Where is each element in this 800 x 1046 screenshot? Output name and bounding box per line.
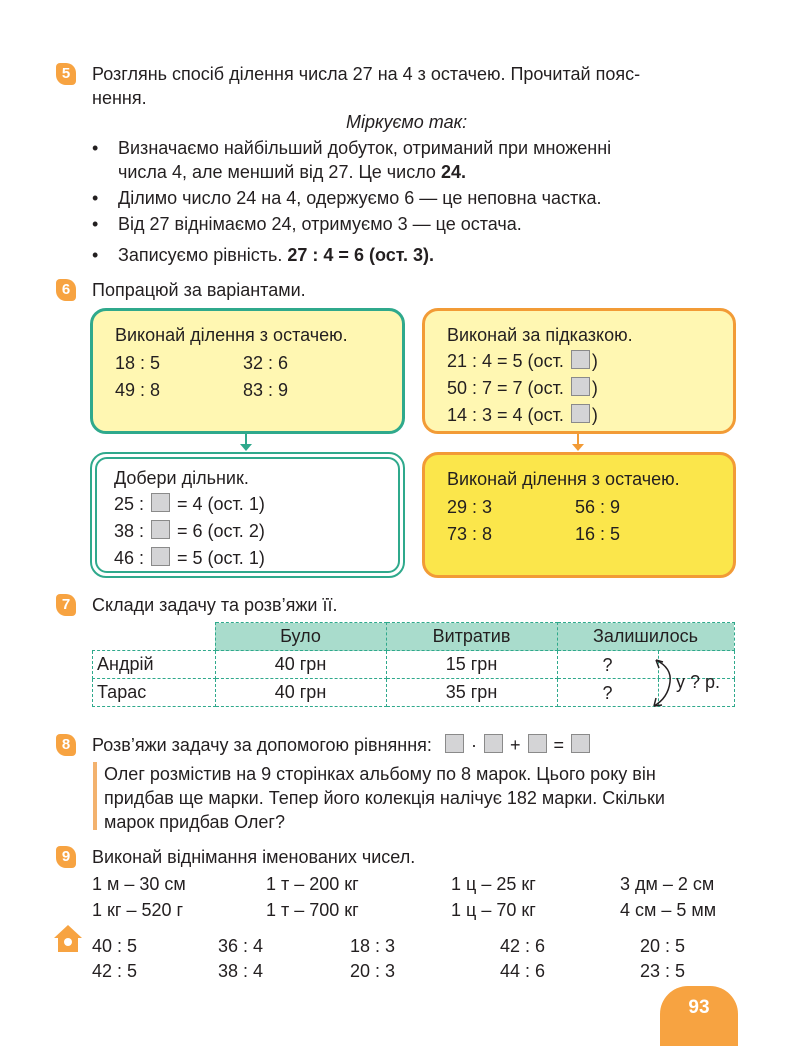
- task6-intro: Попрацюй за варіантами.: [92, 280, 306, 300]
- table-header: Витратив: [386, 623, 557, 651]
- homework-expr: 23 : 5: [640, 961, 686, 981]
- homework-expr: 42 : 5: [92, 961, 138, 981]
- task-number-6: 6: [56, 279, 76, 301]
- task8-intro: Розв’яжи задачу за допомогою рівняння: · + =: [92, 733, 592, 757]
- box1-expr: 32 : 6: [243, 353, 289, 373]
- bracket-arrow-icon: [650, 654, 674, 710]
- box1-expr: 18 : 5: [115, 353, 161, 373]
- task-number-9: 9: [56, 846, 76, 868]
- task8-problem-line3: марок придбав Олег?: [104, 812, 285, 832]
- table-cell: ?: [557, 651, 734, 679]
- box2-title: Виконай за підказкою.: [447, 325, 633, 345]
- problem-side-bar: [93, 762, 97, 830]
- answer-box[interactable]: [151, 520, 170, 539]
- box2-line: 14 : 3 = 4 (ост. ): [447, 405, 598, 425]
- homework-expr: 38 : 4: [218, 961, 264, 981]
- box3-title: Добери дільник.: [114, 468, 249, 488]
- table-row: [93, 679, 735, 707]
- bullet-4: • Записуємо рівність. 27 : 4 = 6 (ост. 3).: [118, 243, 434, 267]
- homework-expr: 36 : 4: [218, 936, 264, 956]
- equation-box[interactable]: [528, 734, 547, 753]
- task5-intro-line2: нення.: [92, 88, 147, 108]
- task7-intro: Склади задачу та розв’яжи її.: [92, 595, 338, 615]
- task8-problem-line1: Олег розмістив на 9 сторінках альбому по 8 марок. Цього року він: [104, 764, 656, 784]
- subtraction-expr: 1 м – 30 см: [92, 874, 186, 894]
- variant-box-1: [90, 308, 405, 434]
- table-header: Було: [215, 623, 386, 651]
- answer-box[interactable]: [571, 404, 590, 423]
- equation-box[interactable]: [445, 734, 464, 753]
- subtraction-expr: 4 см – 5 мм: [620, 900, 717, 920]
- box4-expr: 29 : 3: [447, 497, 493, 517]
- bullet-3: • Від 27 віднімаємо 24, отримуємо 3 — це остача.: [118, 212, 522, 236]
- table-row: [93, 651, 735, 679]
- homework-expr: 42 : 6: [500, 936, 546, 956]
- box3-line: 46 : = 5 (ост. 1): [114, 548, 265, 568]
- arrow-head-icon: [572, 444, 584, 451]
- box1-title: Виконай ділення з остачею.: [115, 325, 348, 345]
- task-number-8: 8: [56, 734, 76, 756]
- task8-problem-line2: придбав ще марки. Тепер його колекція налічує 182 марки. Скільки: [104, 788, 665, 808]
- homework-expr: 18 : 3: [350, 936, 396, 956]
- bullet-1-line2: числа 4, але менший від 27. Це число 24.: [118, 162, 466, 182]
- homework-expr: 20 : 5: [640, 936, 686, 956]
- arrow-head-icon: [240, 444, 252, 451]
- variant-box-3: [90, 452, 405, 578]
- equation-box[interactable]: [484, 734, 503, 753]
- box4-expr: 16 : 5: [575, 524, 621, 544]
- table-cell: 15 грн: [386, 651, 557, 679]
- page-number: 93: [660, 986, 738, 1046]
- table-header: Залишилось: [557, 623, 734, 651]
- equation-box[interactable]: [571, 734, 590, 753]
- bullet-1-line1: • Визначаємо найбільший добуток, отриманий при множенні: [118, 136, 611, 160]
- box1-expr: 49 : 8: [115, 380, 161, 400]
- subtraction-expr: 1 ц – 70 кг: [451, 900, 536, 920]
- box4-title: Виконай ділення з остачею.: [447, 469, 680, 489]
- table-cell: Андрій: [93, 651, 216, 679]
- homework-expr: 40 : 5: [92, 936, 138, 956]
- box2-line: 50 : 7 = 7 (ост. ): [447, 378, 598, 398]
- box4-expr: 73 : 8: [447, 524, 493, 544]
- data-table: [92, 622, 735, 707]
- table-corner: [93, 623, 216, 651]
- bracket-label: у ? р.: [676, 672, 721, 692]
- bullet-2: • Ділимо число 24 на 4, одержуємо 6 — це неповна частка.: [118, 186, 602, 210]
- task-number-7: 7: [56, 594, 76, 616]
- answer-box[interactable]: [151, 493, 170, 512]
- subtraction-expr: 1 т – 200 кг: [266, 874, 359, 894]
- table-cell: 40 грн: [215, 651, 386, 679]
- task9-intro: Виконай віднімання іменованих чисел.: [92, 847, 416, 867]
- answer-box[interactable]: [151, 547, 170, 566]
- variant-box-2: [422, 308, 736, 434]
- table-cell: 40 грн: [215, 679, 386, 707]
- box3-line: 38 : = 6 (ост. 2): [114, 521, 265, 541]
- home-icon: [52, 922, 84, 954]
- table-cell: Тарас: [93, 679, 216, 707]
- homework-expr: 44 : 6: [500, 961, 546, 981]
- table-header-row: [93, 623, 735, 651]
- subtraction-expr: 1 т – 700 кг: [266, 900, 359, 920]
- task5-intro-line1: Розглянь спосіб ділення числа 27 на 4 з остачею. Прочитай пояс-: [92, 64, 641, 84]
- box1-expr: 83 : 9: [243, 380, 289, 400]
- box2-line: 21 : 4 = 5 (ост. ): [447, 351, 598, 371]
- task-number-5: 5: [56, 63, 76, 85]
- answer-box[interactable]: [571, 377, 590, 396]
- subtraction-expr: 3 дм – 2 см: [620, 874, 715, 894]
- variant-box-4: [422, 452, 736, 578]
- box4-expr: 56 : 9: [575, 497, 621, 517]
- table-cell: 35 грн: [386, 679, 557, 707]
- subtraction-expr: 1 ц – 25 кг: [451, 874, 536, 894]
- box3-line: 25 : = 4 (ост. 1): [114, 494, 265, 514]
- subtraction-expr: 1 кг – 520 г: [92, 900, 184, 920]
- answer-box[interactable]: [571, 350, 590, 369]
- reasoning-title: Міркуємо так:: [346, 112, 468, 132]
- table-cell: ?: [557, 679, 734, 707]
- homework-expr: 20 : 3: [350, 961, 396, 981]
